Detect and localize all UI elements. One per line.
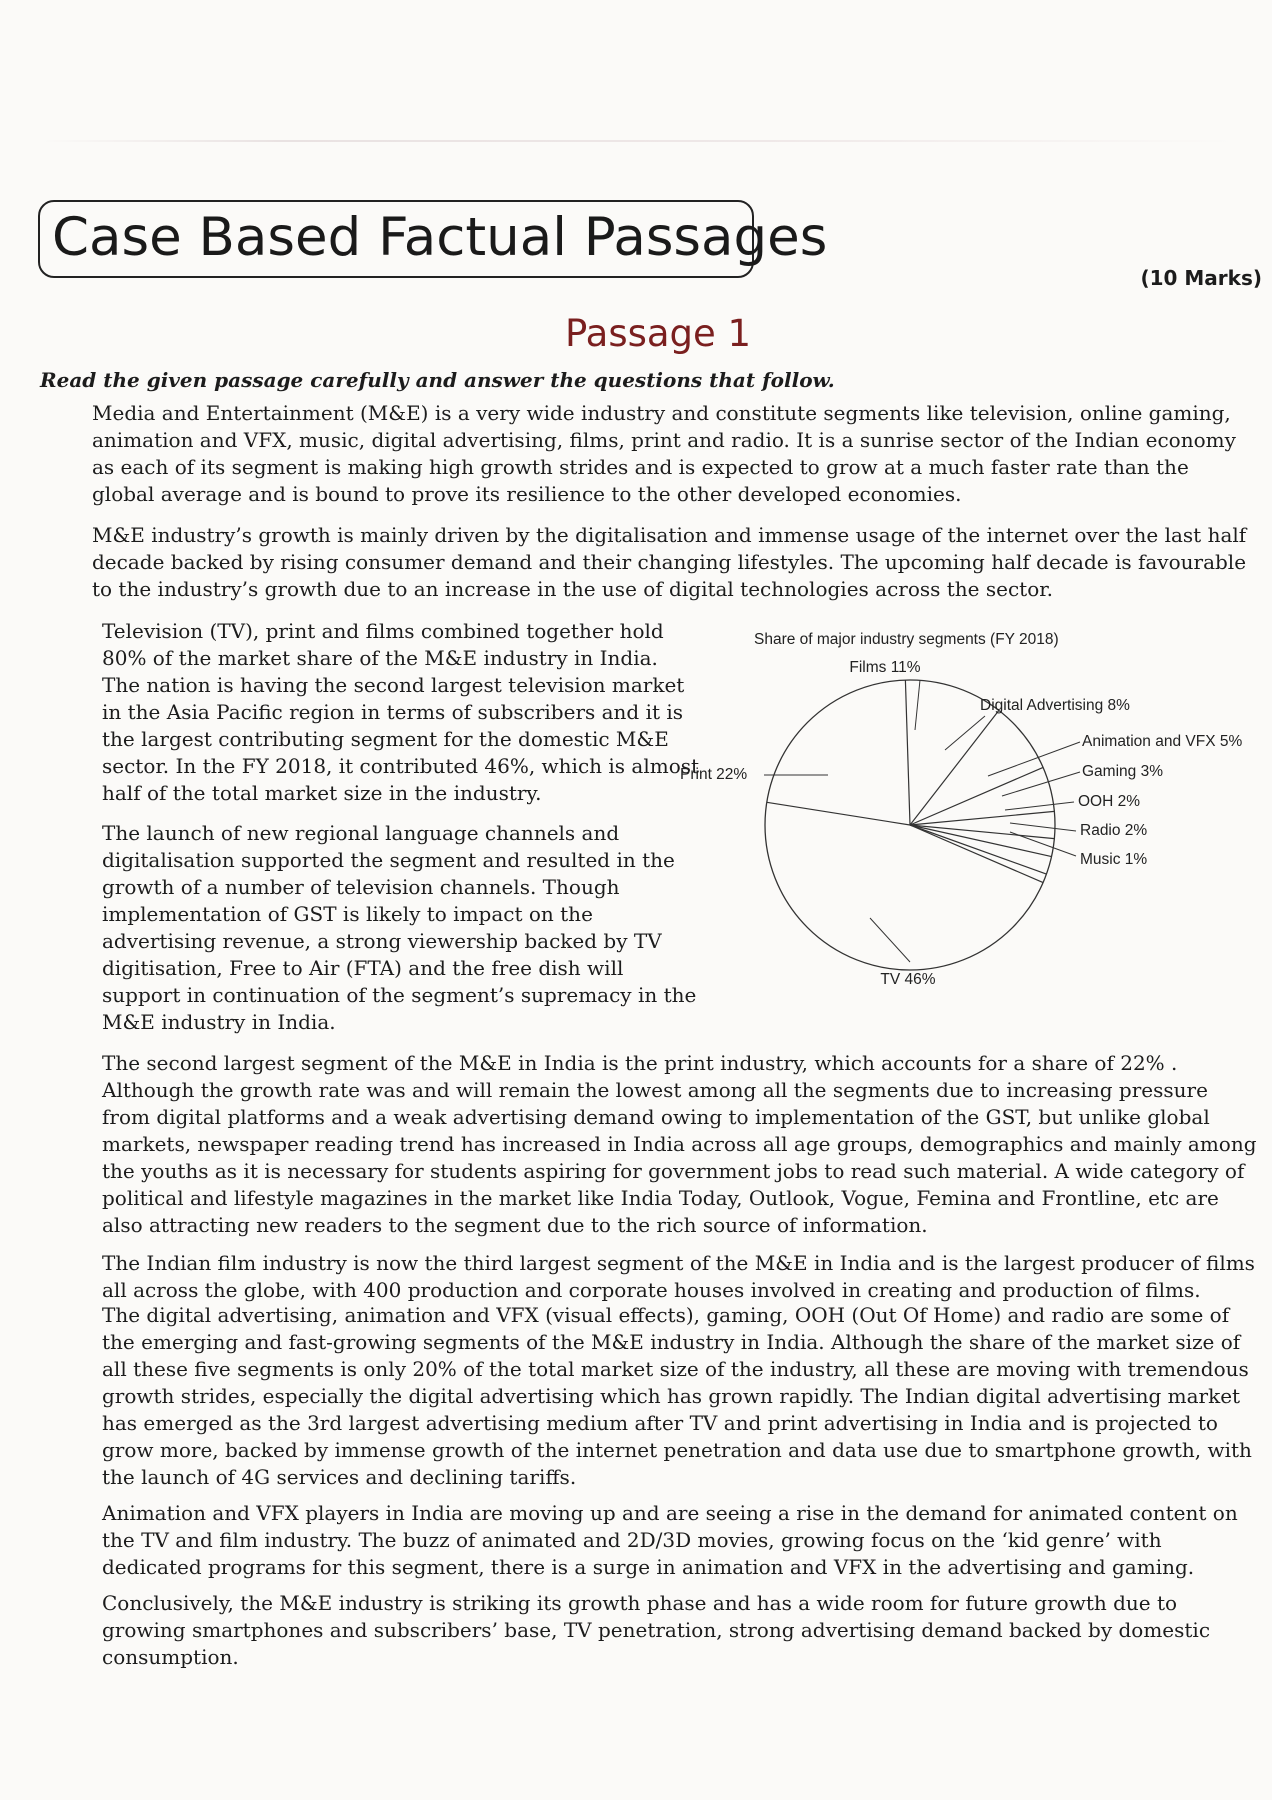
section-title: Case Based Factual Passages <box>38 200 754 278</box>
paragraph-film: The Indian film industry is now the third largest segment of the M&E in India and is the largest producer of films all across the globe, with 400 production and corporate houses involved in creating and production of films. <box>102 1251 1255 1302</box>
leader-line-radio <box>1010 823 1076 831</box>
leader-line-gaming <box>1002 772 1080 796</box>
leader-line-tv <box>870 918 910 962</box>
paragraph-regional-channels: The launch of new regional language channels and digitalisation supported the segment and resulted in the growth of a number of television channels. Though implementation of GST is likely to impact on the advertising revenue, a strong viewership backed by TV digitisation, Free to Air (FTA) and the free dish will support in continuation of the segment’s supremacy in the M&E industry in India. <box>102 821 697 1034</box>
pie-slice-music <box>910 825 1046 874</box>
instruction-text: Read the given passage carefully and answer the questions that follow. <box>40 368 835 392</box>
leader-line-ooh <box>1005 802 1074 810</box>
paragraph-animation: Animation and VFX players in India are moving up and are seeing a rise in the demand for animated content on the TV and film industry. The buzz of animated and 2D/3D movies, growing focus on the ‘kid genre’ with dedicated programs for this segment, there is a surge in animation and VFX in the advertising and gaming. <box>102 1501 1238 1579</box>
paragraph-print: The second largest segment of the M&E in India is the print industry, which accounts for a share of 22% . Although the growth rate was and will remain the lowest among all the segments due to increasing pressure from digital platforms and a weak advertising demand owing to implementation of the GST, but unlike global markets, newspaper reading trend has increased in India across all age groups, demographics and mainly among the youths as it is necessary for students aspiring for government jobs to read such material. A wide category of political and lifestyle magazines in the market like India Today, Outlook, Vogue, Femina and Frontline, etc are also attracting new readers to the segment due to the rich source of information. <box>102 1051 1257 1237</box>
slice-label-radio: Radio 2% <box>1080 822 1148 839</box>
leader-line-films <box>915 680 920 730</box>
pie-slice-print <box>767 802 910 825</box>
pie-slice-digital-advertising <box>910 710 999 825</box>
pie-slice-ooh <box>910 825 1054 839</box>
pie-slice-gaming <box>910 811 1054 825</box>
paragraph-television: Television (TV), print and films combined together hold 80% of the market share of the M&E industry in India. The nation is having the second largest television market in the Asia Pacific region in terms of subscribers and it is the largest contributing segment for the domestic M&E sector. In the FY 2018, it contributed 46%, which is almost half of the total market size in the industry. <box>102 619 700 805</box>
passage-heading: Passage 1 <box>565 312 752 355</box>
marks-label: (10 Marks) <box>1140 266 1262 290</box>
chart-title: Share of major industry segments (FY 2018) <box>754 631 1059 648</box>
pie-chart-container <box>680 620 1272 1000</box>
slice-label-gaming: Gaming 3% <box>1082 763 1163 780</box>
slice-label-print: Print 22% <box>680 766 748 783</box>
paragraph-intro: Media and Entertainment (M&E) is a very wide industry and constitute segments like television, online gaming, animation and VFX, music, digital advertising, films, print and radio. It is a sunrise sector of the Indian economy as each of its segment is making high growth strides and is expected to grow at a much faster rate than the global average and is bound to prove its resilience to the other developed economies. <box>92 401 1236 506</box>
scan-artifact <box>40 140 1240 142</box>
slice-label-music: Music 1% <box>1080 851 1148 868</box>
slice-label-tv: TV 46% <box>880 971 936 988</box>
pie-slice-radio <box>910 825 1052 857</box>
slice-label-films: Films 11% <box>849 659 921 676</box>
slice-label-animation-and-vfx: Animation and VFX 5% <box>1082 733 1243 750</box>
leader-line-digital-advertising <box>945 716 985 750</box>
slice-label-ooh: OOH 2% <box>1078 793 1141 810</box>
pie-slice-animation-and-vfx <box>910 767 1043 825</box>
pie-slice-films <box>905 680 910 825</box>
paragraph-growth: M&E industry’s growth is mainly driven by the digitalisation and immense usage of the internet over the last half decade backed by rising consumer demand and their changing lifestyles. The upcoming half decade is favourable to the industry’s growth due to an increase in the use of digital technologies across the sector. <box>92 523 1247 601</box>
paragraph-emerging-segments: The digital advertising, animation and VFX (visual effects), gaming, OOH (Out Of Home) and radio are some of the emerging and fast-growing segments of the M&E industry in India. Although the share of the market size of all these five segments is only 20% of the total market size of the industry, all these are moving with tremendous growth strides, especially the digital advertising which has grown rapidly. The Indian digital advertising market has emerged as the 3rd largest advertising medium after TV and print advertising in India and is projected to grow more, backed by immense growth of the internet penetration and data use due to smartphone growth, with the launch of 4G services and declining tariffs. <box>102 1303 1252 1489</box>
pie-chart <box>680 620 1272 1000</box>
slice-label-digital-advertising: Digital Advertising 8% <box>980 697 1130 714</box>
leader-line-music <box>1010 832 1076 856</box>
paragraph-conclusion: Conclusively, the M&E industry is striking its growth phase and has a wide room for future growth due to growing smartphones and subscribers’ base, TV penetration, strong advertising demand backed by domestic consumption. <box>102 1591 1211 1669</box>
pie-slice-tv <box>910 825 1043 883</box>
